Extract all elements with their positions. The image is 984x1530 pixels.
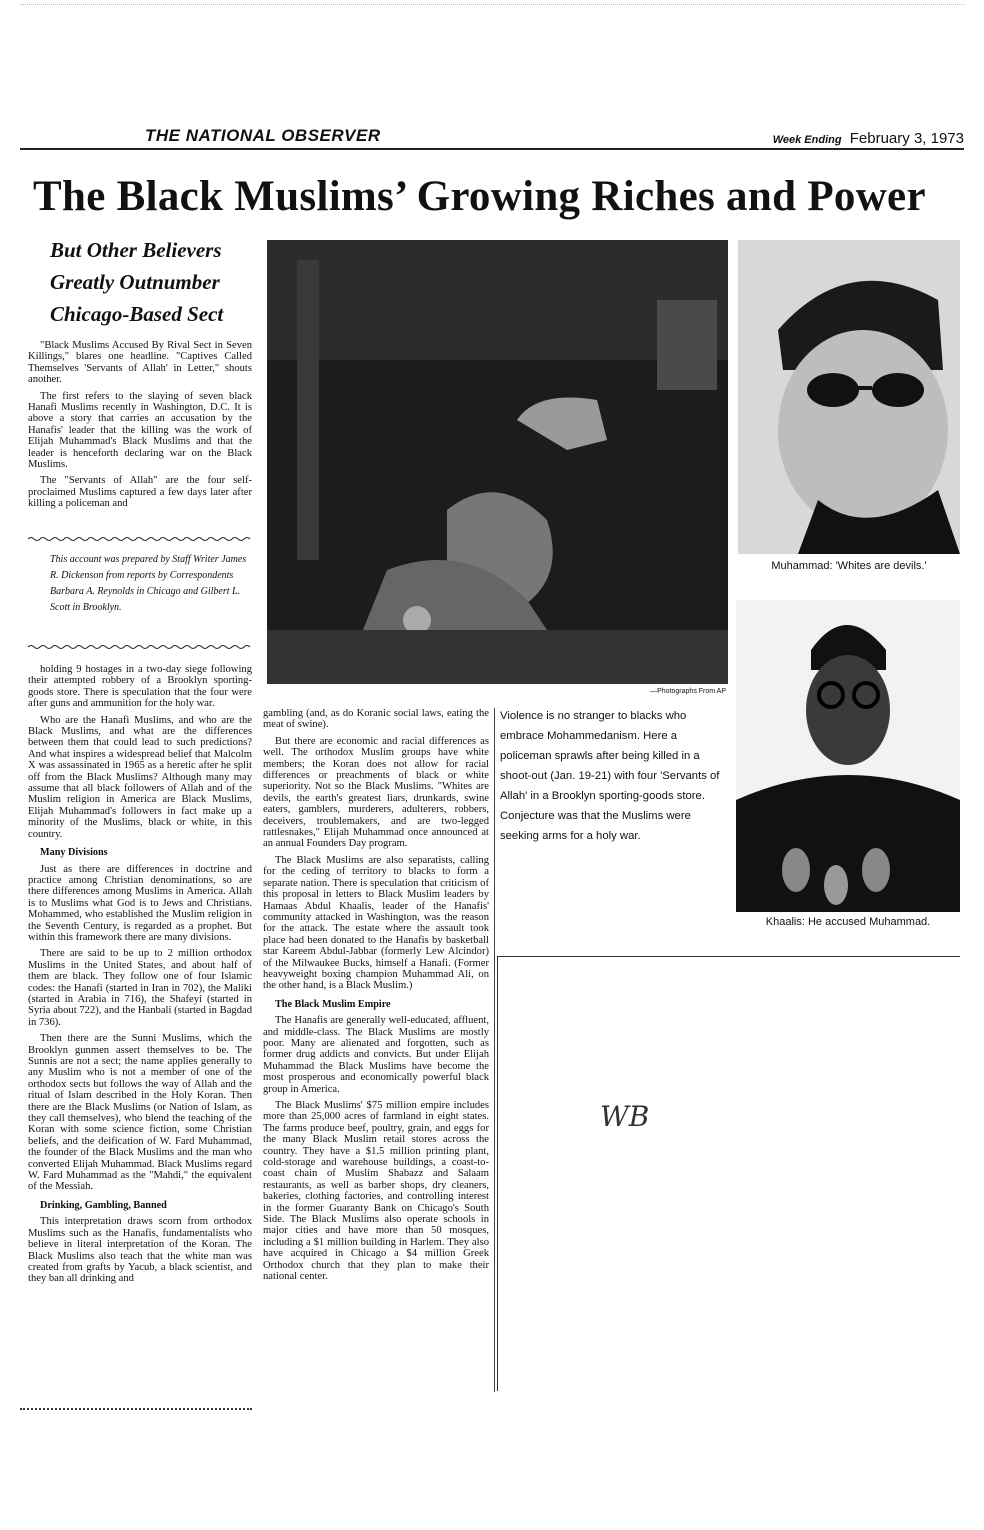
paragraph: "Black Muslims Accused By Rival Sect in Seven Killings," blares one headline. "Captives Called Themselves 'Servants of Allah' in Letter," shouts another. (28, 340, 252, 386)
subhead-many-divisions: Many Divisions (40, 847, 108, 859)
muhammad-photo-art (738, 240, 960, 554)
top-dotted-edge (20, 4, 964, 5)
week-ending-label: Week Ending (772, 134, 842, 146)
empty-box (497, 956, 960, 1391)
paragraph: But there are economic and racial differences as well. The orthodox Muslim groups have white members; the Koran does not allow for racial differences or preachments of black or white superiority. Not so the Black Muslims. "Whites are devils, the earth's greatest liars, drunkards, swine eaters, gamblers, murderers, adulterers, robbers, deceivers, troublemakers, and are two-legged rattlesnakes," Elijah Muhammad once announced at an annual Founders Day program. (263, 735, 489, 850)
paragraph: The Black Muslims' $75 million empire includes more than 25,000 acres of farmland in eight states. The farms produce beef, poultry, grain, and eggs for the many Black Muslim retail stores across the country. They have a $1.5 million printing plant, cold-storage and warehouse buildings, a coast-to-coast chain of Muslim Shabazz and Salaam restaurants, as well as barber shops, dry cleaners, bakeries, clothing factories, and controlling interest in the former Guaranty Bank on Chicago's South Side. The Black Muslims also operate schools in major cities and have more than 50 mosques, including a $1 million building in Harlem. They also have acquired in Chicago a $4 million Greek Orthodox church that they plan to make their national center. (263, 1100, 489, 1283)
paragraph: The "Servants of Allah" are the four self-proclaimed Muslims captured a few days later after killing a policeman and (28, 475, 252, 510)
publication-name: THE NATIONAL OBSERVER (145, 126, 381, 145)
wavy-divider (28, 536, 252, 542)
headline: The Black Muslims’ Growing Riches and Power (33, 173, 926, 220)
paragraph: holding 9 hostages in a two-day siege following their attempted robbery of a Brooklyn sporting-goods store. There is speculation that the four were after guns and ammunition for the holy war. (28, 664, 252, 710)
paragraph: The Hanafis are generally well-educated, affluent, and middle-class. The Black Muslims are mostly poor. Many are alienated and forgotten, such as former drug addicts and convicts. But under Elijah Muhammad the Black Muslims have become the most prosperous and economically powerful black group in America. (263, 1015, 489, 1095)
photo-caption: Violence is no stranger to blacks who embrace Mohammedanism. Here a policeman sprawls after being killed in a shoot-out (Jan. 19-21) with four 'Servants of Allah' in a Brooklyn sporting-goods store. Conjecture was that the Muslims were seeking arms for a holy war. (500, 710, 720, 842)
date-text: February 3, 1973 (849, 130, 964, 147)
deck-line: Chicago-Based Sect (50, 302, 224, 326)
caption-khaalis: Khaalis: He accused Muhammad. (765, 916, 931, 928)
deck (50, 234, 260, 330)
subhead-drinking: Drinking, Gambling, Banned (40, 1199, 167, 1211)
paragraph: The first refers to the slaying of seven black Hanafi Muslims recently in Washington, D.C. It is above a story that carries an accusation by the Hanafis' leader that the killing was the work of Elijah Muhammad's Black Muslims and that the leader is henceforth declaring war on the Black Muslims. (28, 390, 252, 471)
paragraph: Then there are the Sunni Muslims, which the Brooklyn gunmen assert themselves to be. The Sunnis are not a sect; the name applies generally to any Muslim who is not a member of one of the orthodox sects but follows the way of Allah and the ritual of Islam described in the Holy Koran. Then there are the Black Muslims (or Nation of Islam, as they call themselves), who blend the teaching of the Koran with some science fiction, some Christian beliefs, and the deification of W. Fard Muhammad, the founder of the Black Muslims and the man who converted Elijah Muhammad. Black Muslims regard W. Fard Muhammad as the "Mahdi," the equivalent of the Messiah. (28, 1033, 252, 1193)
paragraph: This interpretation draws scorn from orthodox Muslims such as the Hanafis, fundamentalists who believe in literal interpretation of the Koran. The Black Muslims also teach that the white man was created from grafts by Yacub, a black scientist, and they ban all drinking and (28, 1216, 252, 1285)
staff-credit: This account was prepared by Staff Writer James R. Dickenson from reports by Correspondents Barbara A. Reynolds in Chicago and Gilbert L. Scott in Brooklyn. (50, 554, 247, 613)
paragraph: Just as there are differences in doctrine and practice among Christian denominations, so are there differences among Muslims in America. Allah is to Muslims what God is to Jews and Christians. Mohammed, who established the Muslim religion in the Seventh Century, is regarded as a prophet. But within this framework there are many divisions. (28, 863, 252, 943)
column-1-body (28, 664, 252, 1290)
masthead-rule (20, 148, 964, 150)
shootout-photo (267, 240, 728, 684)
khaalis-photo (736, 600, 960, 912)
paragraph: Who are the Hanafi Muslims, and who are the Black Muslims, and what are the differences between them that could lead to such predictions? And what inspires a widespread belief that Malcolm X was assassinated in 1965 as a heretic after he split off from the Black Muslims? Although many may assume that all black followers of Allah and of the Muslim religion in America are Black Muslims, Elijah Muhammad's followers in fact make up a minority of the Muslims, black or white, in this country. (28, 714, 252, 840)
handwritten-initials: WB (600, 1100, 650, 1133)
bottom-dotted-rule (20, 1408, 252, 1410)
issue-date (773, 130, 964, 147)
deck-line: But Other Believers (50, 238, 222, 262)
khaalis-photo-art (736, 600, 960, 912)
caption-muhammad: Muhammad: 'Whites are devils.' (771, 560, 927, 572)
column-1-top (28, 340, 252, 515)
photo-credit: —Photographs From AP (650, 688, 726, 695)
wavy-divider (28, 644, 252, 650)
paragraph: The Black Muslims are also separatists, calling for the ceding of territory to blacks to form a separate nation. There is speculation that criticism of this proposal in letters to Black Muslim leaders by Hamaas Abdul Khaalis, leader of the Hanafis' community attacked in Washington, was the reason for the attack. The estate where the assault took place had been donated to the Hanafis by basketball star Kareem Abdul-Jabbar (formerly Lew Alcindor) of the Milwaukee Bucks, himself a Hanafi. (Former heavyweight boxing champion Muhammad Ali, on the other hand, is a Black Muslim.) (263, 854, 489, 992)
muhammad-photo (738, 240, 960, 554)
deck-line: Greatly Outnumber (50, 270, 220, 294)
paragraph: gambling (and, as do Koranic social laws, eating the meat of swine). (263, 708, 489, 731)
paragraph: There are said to be up to 2 million orthodox Muslims in the United States, and about half of them are black. They follow one of four Islamic codes: the Hanafi (started in Iran in 702), the Maliki (started in Arabia in 716), the Shafeyi (started in Syria about 722), and the Hanbali (started in Bagdad in 736). (28, 948, 252, 1028)
subhead-empire: The Black Muslim Empire (275, 998, 391, 1010)
shootout-photo-art (267, 240, 728, 684)
column-2 (263, 708, 489, 1288)
column-rule (494, 708, 495, 1392)
